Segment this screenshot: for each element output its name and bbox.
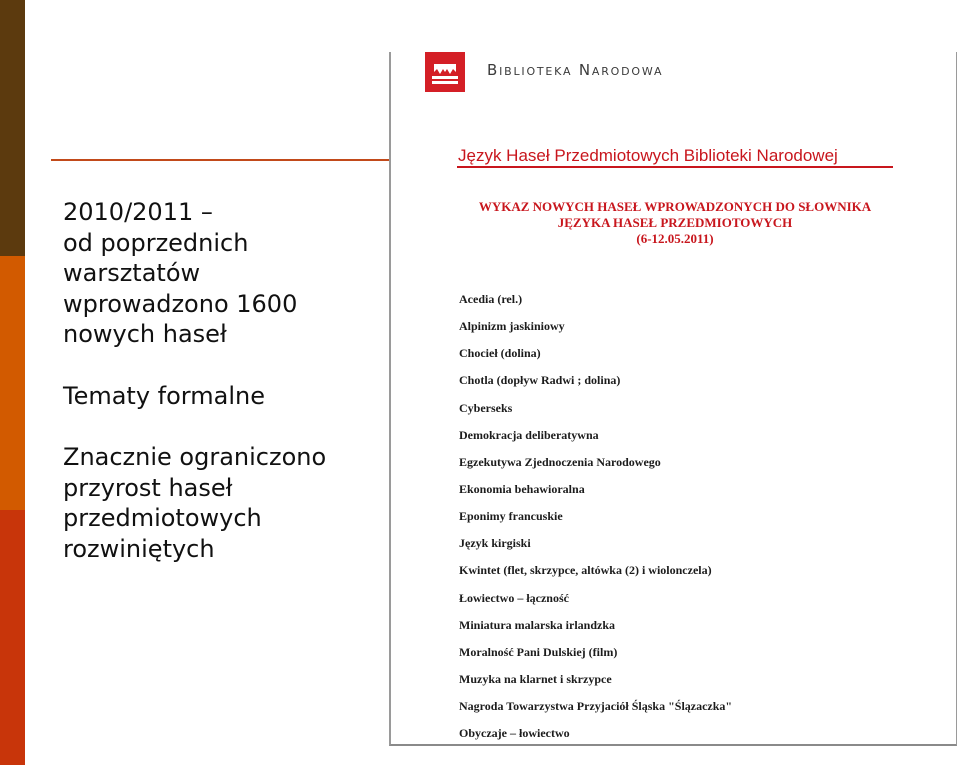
term-item: Kwintet (flet, skrzypce, altówka (2) i wiolonczela) xyxy=(459,563,712,578)
term-item: Nagroda Towarzystwa Przyjaciół Śląska "Ślązaczka" xyxy=(459,699,733,714)
list-heading xyxy=(457,199,893,247)
term-item: Język kirgiski xyxy=(459,536,531,551)
institution-name: Biblioteka Narodowa xyxy=(487,61,664,79)
bullet-limited-growth: Znacznie ograniczono przyrost haseł przedmiotowych rozwiniętych xyxy=(63,443,327,563)
list-heading-line-2: JĘZYKA HASEŁ PRZEDMIOTOWYCH xyxy=(557,215,793,230)
term-item: Ekonomia behawioralna xyxy=(459,481,585,496)
term-item: Cyberseks xyxy=(459,400,513,415)
list-heading-line-1: WYKAZ NOWYCH HASEŁ WPROWADZONYCH DO SŁOWNIKA xyxy=(478,199,872,214)
term-item: Muzyka na klarnet i skrzypce xyxy=(459,671,612,686)
list-heading-dates: (6-12.05.2011) xyxy=(636,231,714,246)
term-item: Łowiectwo – łączność xyxy=(459,590,569,605)
bullet-new-headings: 2010/2011 – od poprzednich warsztatów wprowadzono 1600 nowych haseł xyxy=(63,198,298,348)
crown-logo-icon xyxy=(425,52,465,92)
term-item: Moralność Pani Dulskiej (film) xyxy=(459,644,618,659)
term-item: Chocieł (dolina) xyxy=(459,346,541,361)
bullet-list xyxy=(63,197,383,564)
term-item: Acedia (rel.) xyxy=(459,292,523,306)
term-item: Miniatura malarska irlandzka xyxy=(459,617,616,632)
term-item: Chotla (dopływ Radwi ; dolina) xyxy=(459,373,621,388)
term-item: Obyczaje – łowiectwo xyxy=(459,726,570,741)
term-item: Egzekutywa Zjednoczenia Narodowego xyxy=(459,454,661,469)
term-item: Demokracja deliberatywna xyxy=(459,427,599,442)
sidebar-stripe-bottom xyxy=(0,510,25,765)
series-title-rule xyxy=(457,166,893,168)
title-rule xyxy=(51,159,396,161)
document-scan xyxy=(389,52,957,746)
terms-list xyxy=(459,292,732,746)
term-item: Eponimy francuskie xyxy=(459,509,563,524)
series-title: Język Haseł Przedmiotowych Biblioteki Narodowej xyxy=(458,146,838,165)
bullet-formal-topics: Tematy formalne xyxy=(63,381,265,410)
sidebar-stripe-top xyxy=(0,0,25,256)
term-item: Alpinizm jaskiniowy xyxy=(459,319,565,334)
sidebar-stripe-middle xyxy=(0,256,25,510)
